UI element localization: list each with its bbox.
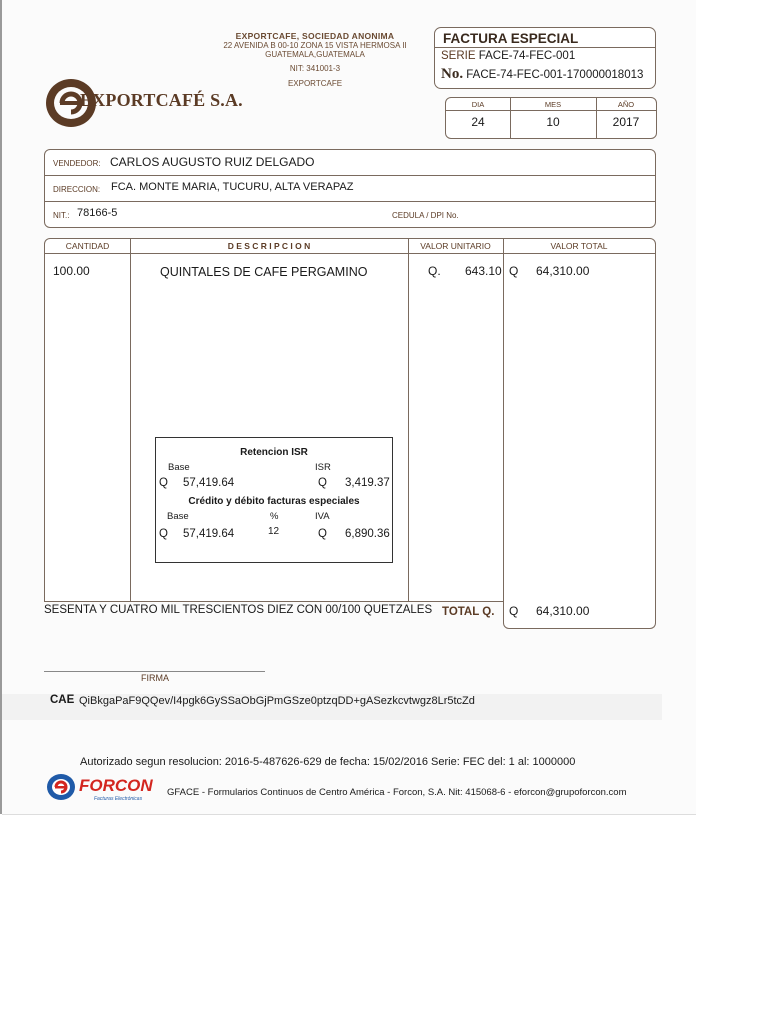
col-cantidad — [45, 239, 131, 601]
base-value: 57,419.64 — [183, 477, 235, 489]
date-day — [446, 98, 511, 138]
vendedor-label: VENDEDOR: — [53, 159, 101, 168]
row-cantidad: 100.00 — [53, 264, 90, 278]
base-currency: Q — [159, 477, 168, 489]
header-descripcion: D E S C R I P C I O N — [227, 241, 311, 251]
firma-label: FIRMA — [141, 673, 169, 683]
forcon-footer-text: GFACE - Formularios Continuos de Centro América - Forcon, S.A. Nit: 415068-6 - eforcon@grupoforcon.com — [167, 787, 627, 798]
direccion-label: DIRECCION: — [53, 185, 101, 194]
date-year — [596, 98, 656, 138]
total-value: 64,310.00 — [536, 604, 590, 618]
year-label: AÑO — [617, 100, 635, 109]
vendor-box — [44, 149, 656, 228]
signature-line — [44, 671, 265, 672]
company-nit: NIT: 341001-3 — [289, 64, 341, 73]
pct-value: 12 — [268, 526, 280, 537]
header-valor-unitario: VALOR UNITARIO — [420, 241, 491, 251]
row-total-currency: Q — [509, 264, 519, 278]
base2-label: Base — [167, 511, 189, 522]
iva-currency: Q — [318, 528, 327, 540]
invoice-number-row — [441, 66, 643, 83]
date-month — [510, 98, 597, 138]
day-label: DIA — [471, 100, 485, 109]
total-currency: Q — [509, 604, 519, 618]
invoice-title: FACTURA ESPECIAL — [443, 31, 579, 46]
header-valor-total: VALOR TOTAL — [550, 241, 608, 251]
amount-in-words: SESENTA Y CUATRO MIL TRESCIENTOS DIEZ CON 00/100 QUETZALES — [44, 604, 433, 616]
number-value: FACE-74-FEC-001-170000018013 — [466, 69, 644, 81]
row-valor-unitario: 643.10 — [465, 264, 502, 278]
authorization-text: Autorizado segun resolucion: 2016-5-487626-629 de fecha: 15/02/2016 Serie: FEC del: 1 al: 1000000 — [80, 756, 576, 768]
totals-row — [44, 600, 654, 630]
forcon-tagline: Facturas Electrónicas — [94, 796, 143, 802]
nit-value: 78166-5 — [77, 207, 118, 219]
total-box — [503, 600, 656, 629]
company-header — [210, 32, 420, 88]
direccion-row — [45, 176, 655, 202]
month-value: 10 — [546, 115, 560, 129]
isr-label: ISR — [315, 462, 331, 473]
forcon-logo-icon — [46, 772, 78, 802]
serie-value: FACE-74-FEC-001 — [478, 50, 576, 62]
isr-value: 3,419.37 — [345, 477, 390, 489]
exportcafe-logo-text: EXPORTCAFÉ S.A. — [80, 90, 243, 110]
header-cantidad: CANTIDAD — [65, 241, 110, 251]
total-label: TOTAL Q. — [442, 606, 495, 618]
day-value: 24 — [471, 115, 485, 129]
company-name: EXPORTCAFE, SOCIEDAD ANONIMA — [235, 31, 395, 41]
base-label: Base — [168, 462, 190, 473]
row-unit-currency: Q. — [428, 264, 441, 278]
nit-row — [45, 202, 655, 227]
pct-label: % — [270, 511, 279, 522]
isr-currency: Q — [318, 477, 327, 489]
retencion-title: Retencion ISR — [240, 447, 308, 458]
col-valor-unitario — [408, 239, 504, 601]
iva-label: IVA — [315, 511, 330, 522]
items-header — [45, 239, 655, 254]
direccion-value: FCA. MONTE MARIA, TUCURU, ALTA VERAPAZ — [111, 181, 354, 193]
row-valor-total: 64,310.00 — [536, 264, 590, 278]
invoice-title-box — [434, 27, 656, 89]
cae-value: QiBkgaPaF9QQev/I4pgk6GySSaObGjPmGSze0ptzqDD+gASezkcvtwgz8Lr5tcZd — [79, 695, 475, 707]
base2-value: 57,419.64 — [183, 528, 235, 540]
date-box — [445, 97, 657, 139]
base2-currency: Q — [159, 528, 168, 540]
month-label: MES — [544, 100, 562, 109]
row-descripcion: QUINTALES DE CAFE PERGAMINO — [160, 265, 368, 279]
invoice-serie-row — [441, 50, 575, 62]
company-city: GUATEMALA,GUATEMALA — [265, 50, 365, 59]
credit-title: Crédito y débito facturas especiales — [188, 496, 360, 507]
year-value: 2017 — [612, 115, 640, 129]
vendedor-row — [45, 150, 655, 176]
nit-label: NIT.: — [53, 211, 70, 220]
cedula-label: CEDULA / DPI No. — [392, 211, 459, 220]
company-trade-name: EXPORTCAFE — [287, 79, 343, 88]
number-label: No. — [441, 66, 464, 82]
retencion-box — [155, 437, 393, 563]
company-address: 22 AVENIDA B 00-10 ZONA 15 VISTA HERMOSA II — [223, 41, 407, 50]
iva-value: 6,890.36 — [345, 528, 390, 540]
vendedor-value: CARLOS AUGUSTO RUIZ DELGADO — [110, 155, 315, 169]
forcon-logo-text: FORCON — [79, 776, 153, 795]
serie-label: SERIE — [441, 50, 476, 62]
cae-label: CAE — [50, 694, 75, 706]
